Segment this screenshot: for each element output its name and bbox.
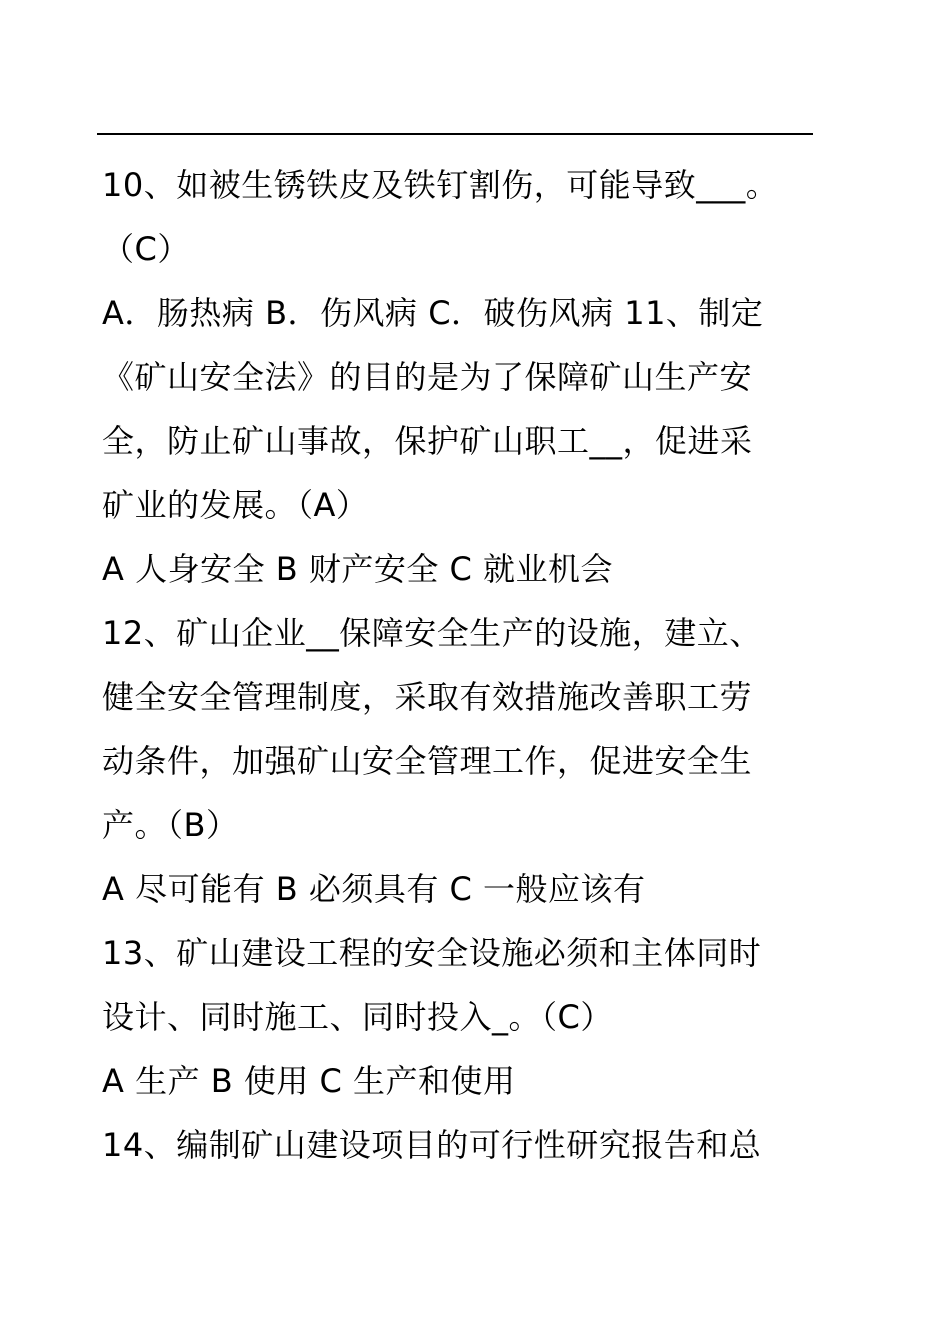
question-12-line-2: 健全安全管理制度，采取有效措施改善职工劳 [102,678,753,716]
question-14-line-1: 14、编制矿山建设项目的可行性研究报告和总 [102,1126,762,1164]
question-11-options: A 人身安全 B 财产安全 C 就业机会 [102,550,614,588]
question-13-line-2: 设计、同时施工、同时投入_。（C） [102,998,613,1036]
question-10-line-1: 10、如被生锈铁皮及铁钉割伤，可能导致___。 [102,166,779,204]
question-12-options: A 尽可能有 B 必须具有 C 一般应该有 [102,870,646,908]
question-11-line-3: 全，防止矿山事故，保护矿山职工__，促进采 [102,422,753,460]
question-11-line-4: 矿业的发展。（A） [102,486,369,524]
question-12-line-1: 12、矿山企业__保障安全生产的设施，建立、 [102,614,762,652]
question-13-line-1: 13、矿山建设工程的安全设施必须和主体同时 [102,934,762,972]
question-10-answer: （C） [102,230,190,268]
header-rule [97,133,813,135]
question-12-line-3: 动条件，加强矿山安全管理工作，促进安全生 [102,742,753,780]
question-12-line-4: 产。（B） [102,806,239,844]
question-10-options-and-question-11-start: A．肠热病 B．伤风病 C．破伤风病 11、制定 [102,294,764,332]
document-body [102,153,822,1177]
question-11-line-2: 《矿山安全法》的目的是为了保障矿山生产安 [102,358,753,396]
question-13-options: A 生产 B 使用 C 生产和使用 [102,1062,516,1100]
